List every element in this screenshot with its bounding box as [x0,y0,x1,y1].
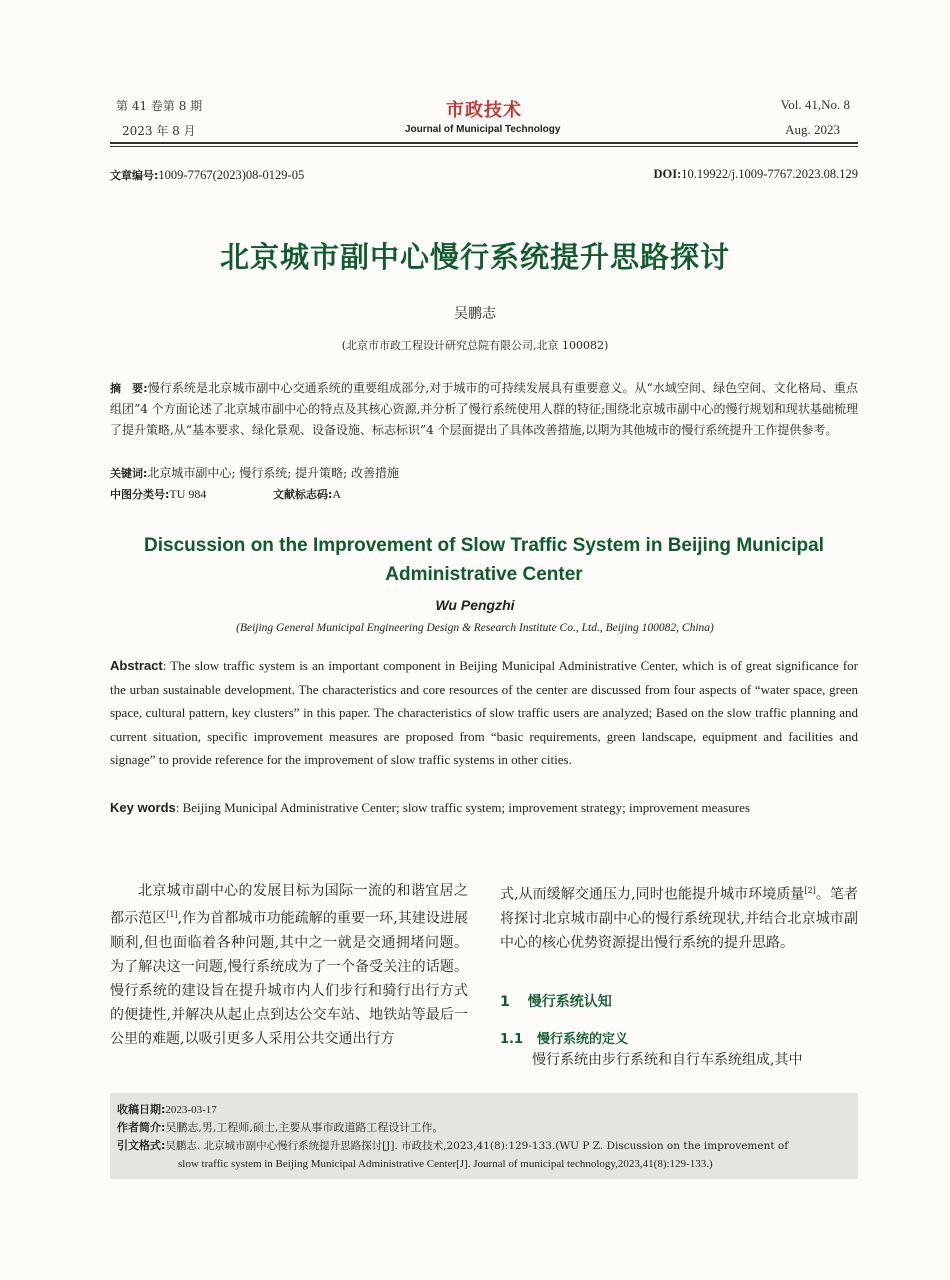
citation-1: [1] [166,910,178,919]
doc-code [273,484,473,505]
section-1-number: 1 [500,994,510,1010]
body-left-paragraph [110,879,468,1051]
clc-value: TU 984 [169,487,207,501]
affiliation-en: (Beijing General Municipal Engineering Design & Research Institute Co., Ltd., Beijing 100082, China) [236,622,714,634]
affiliation-cn: (北京市市政工程设计研究总院有限公司,北京 100082) [341,339,609,352]
title-cn: 北京城市副中心慢行系统提升思路探讨 [219,240,730,274]
header-rule-thick [110,142,858,144]
abstract-en-text: : The slow traffic system is an important component in Beijing Municipal Administrative Center, which is of great significance for the urban sustainable development. The characteristics and core resources of the center are discussed from four aspects of “water space, green space, cultural pattern, key clusters” in this paper. The characteristics of slow traffic users are analyzed; Based on the slow traffic planning and current situation, specific improvement measures are proposed from “basic requirements, green landscape, equipment and facilities and signage” to provide reference for the improvement of slow traffic systems in other cities. [110,658,858,767]
author-bio-text: 吴鹏志,男,工程师,硕士,主要从事市政道路工程设计工作。 [165,1121,444,1134]
author-bio [117,1118,852,1137]
abstract-cn [110,378,858,441]
journal-name-en: Journal of Municipal Technology [405,124,561,135]
author-cn: 吴鹏志 [454,306,496,322]
keywords-en-text: : Beijing Municipal Administrative Center; slow traffic system; improvement strategy; improvement measures [175,800,750,815]
header-rule-thin [110,146,858,147]
abstract-cn-label: 摘 要: [110,382,148,395]
author-bio-label: 作者简介: [117,1121,166,1134]
date-cn: 2023 年 8 月 [122,124,196,138]
citation-2: [2] [804,886,816,895]
citation-line-2: slow traffic system in Beijing Municipal Administrative Center[J]. Journal of municipal technology,2023,41(8):129-133.) [178,1158,713,1170]
keywords-en-label: Key words [110,800,176,815]
article-number [110,167,304,183]
date-en: Aug. 2023 [785,122,840,137]
citation-label: 引文格式: [117,1139,166,1152]
section-1-1-title: 慢行系统的定义 [537,1032,629,1047]
section-heading-1-1 [500,1028,628,1047]
keywords-en [110,796,858,820]
abstract-en-label: Abstract [110,658,163,673]
keywords-cn-text: 北京城市副中心; 慢行系统; 提升策略; 改善措施 [147,466,399,480]
section-1-1-number: 1.1 [500,1032,524,1047]
keywords-cn-label: 关键词: [110,467,148,480]
clc-label: 中图分类号: [110,488,170,501]
received-value: 2023-03-17 [165,1104,217,1116]
author-en: Wu Pengzhi [435,597,515,613]
body-left-text-b: ,作为首都城市功能疏解的重要一环,其建设进展顺利,但也面临着各种问题,其中之一就是交通拥堵问题。为了解决这一问题,慢行系统成为了一个备受关注的话题。慢行系统的建设旨在提升城市内人们步行和骑行出行方式的便捷性,并解决从起止点到达公交车站、地铁站等最后一公里的难题,以吸引更多人采用公共交通出行方 [110,910,468,1047]
received-date [117,1100,852,1120]
body-right-text-b: 。笔者将探讨北京城市副中心的慢行系统现状,并结合北京城市副中心的核心优势资源提出慢行系统的提升思路。 [500,886,858,951]
title-en: Discussion on the Improvement of Slow Traffic System in Beijing Municipal Administrative Center [144,535,824,585]
article-number-label: 文章编号: [110,169,159,182]
doc-code-value: A [332,487,342,501]
section-1-title: 慢行系统认知 [527,994,612,1010]
doi-label: DOI: [653,167,682,181]
abstract-cn-text: 慢行系统是北京城市副中心交通系统的重要组成部分,对于城市的可持续发展具有重要意义。从“水域空间、绿色空间、文化格局、重点组团”4 个方面论述了北京城市副中心的特点及其核心资源,并分析了慢行系统使用人群的特征;围绕北京城市副中心的慢行规划和现状基础梳理了提升策略,从“基本要求、绿化景观、设备设施、标志标识”4 个层面提出了具体改善措施,以期为其他城市的慢行系统提升工作提供参考。 [110,381,858,437]
abstract-en [110,654,858,772]
citation-format [117,1136,855,1156]
article-number-value: 1009-7767(2023)08-0129-05 [158,168,305,182]
body-right-paragraph [500,879,858,955]
keywords-cn [110,463,858,484]
body-right-paragraph-2: 慢行系统由步行系统和自行车系统组成,其中 [532,1052,803,1068]
doc-code-label: 文献标志码: [273,488,333,501]
received-label: 收稿日期: [117,1103,166,1116]
doi [653,167,858,182]
body-right-text-a: 式,从而缓解交通压力,同时也能提升城市环境质量 [500,886,805,903]
journal-logo: 市政技术 [446,100,522,121]
doi-value: 10.19922/j.1009-7767.2023.08.129 [681,167,858,181]
citation-line-1: 吴鹏志. 北京城市副中心慢行系统提升思路探讨[J]. 市政技术,2023,41(8):129-133.(WU P Z. Discussion on the improvement of [165,1140,789,1152]
body-left-text-a: 北京城市副中心的发展目标为国际一流的和谐宜居之都示范区 [110,883,468,927]
volume-cn: 第 41 卷第 8 期 [116,99,203,113]
volume-en: Vol. 41,No. 8 [780,97,850,112]
section-heading-1 [500,991,612,1011]
